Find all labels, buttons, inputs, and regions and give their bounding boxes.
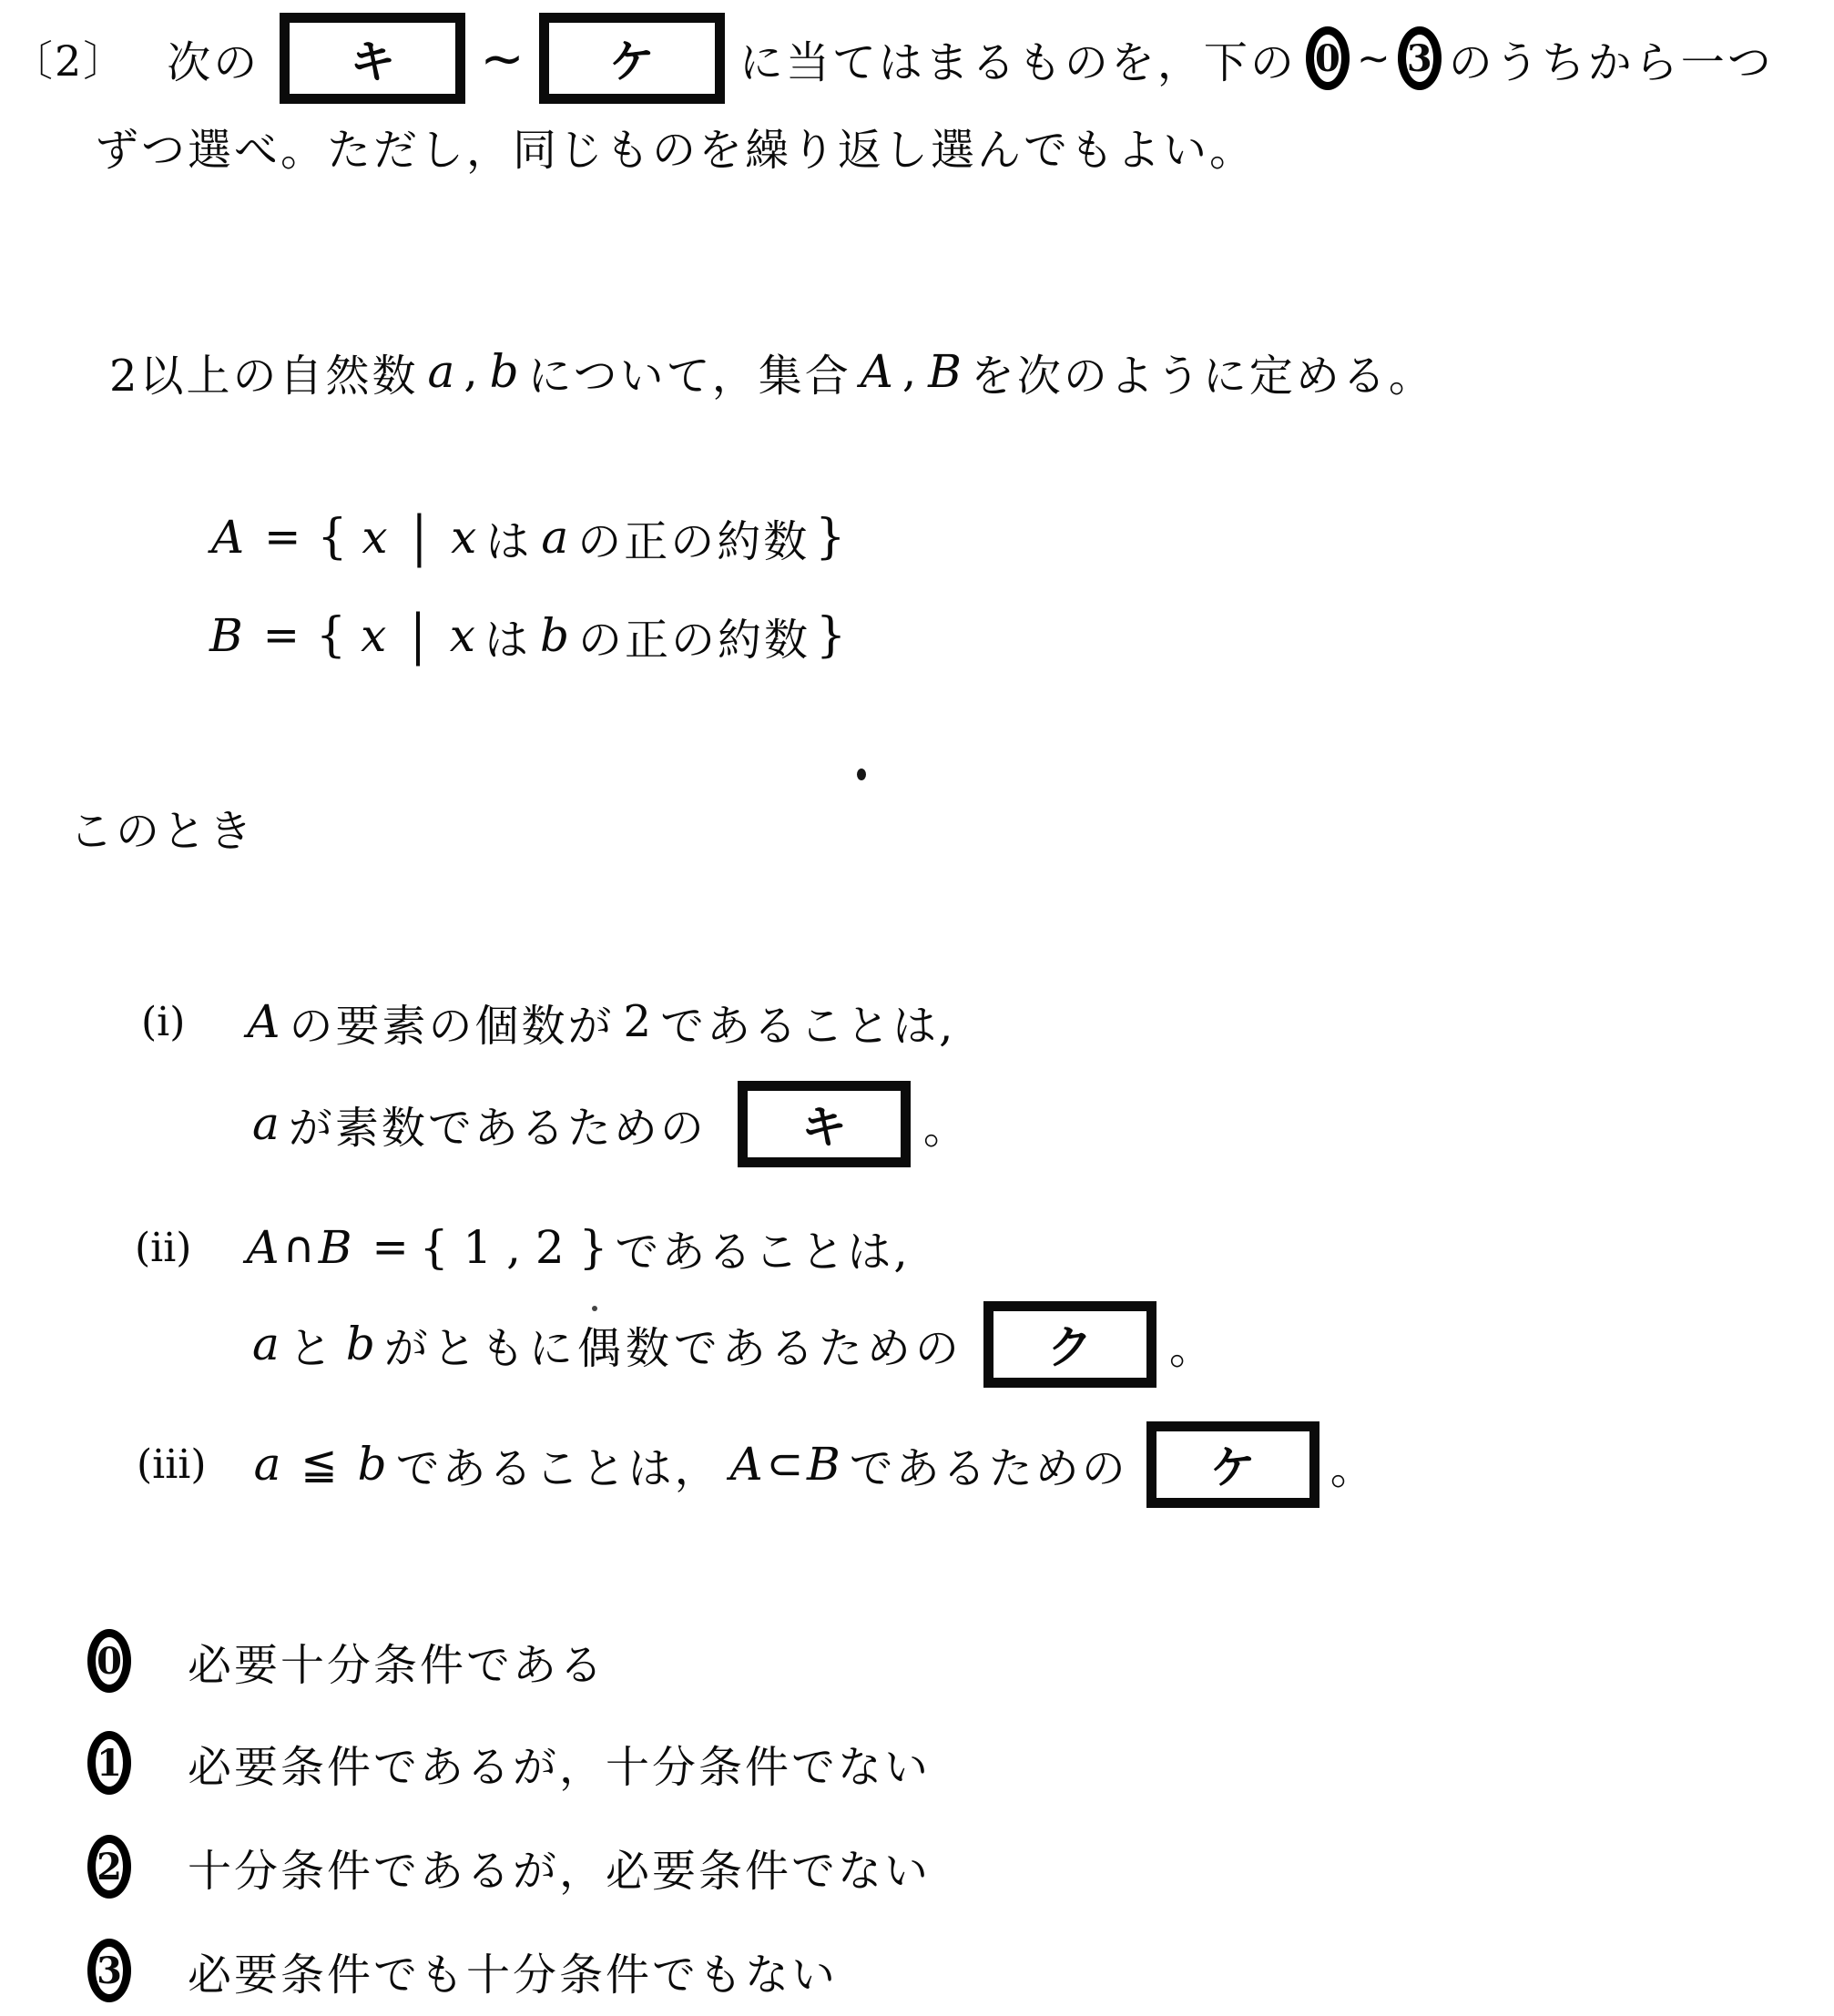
setup-text-2: について，集合 [527,350,851,402]
def-A-ha: は [485,515,533,567]
choice-0-text: 必要十分条件である [188,1639,606,1691]
less-equal-icon: ≦ [301,1439,338,1490]
set-B: B [928,345,962,398]
set-A: A [247,995,280,1048]
choice-3-text: 必要条件でも十分条件でもない [188,1949,839,2001]
var-x: x [449,609,475,662]
blank-box-ku-answer [983,1301,1156,1388]
blank-box-ki-header [280,13,465,104]
def-B-tail: の正の約数 [578,614,811,666]
blank-box-ku-answer-label: ク [1046,1321,1093,1374]
var-a: a [541,511,569,564]
item-i-line1 [141,980,955,1064]
set-builder-bar: | [410,604,426,667]
choice-1-digit: 1 [97,1741,122,1785]
open-brace: { [315,608,347,663]
comma: , [902,346,920,397]
choice-2-text: 十分条件であるが，必要条件でない [188,1845,932,1897]
scan-artifact-dot [857,769,866,780]
set-B: B [318,1221,352,1274]
set-builder-bar: | [411,505,428,569]
item-ii-line2 [243,1298,1216,1390]
blank-box-ke-header [539,13,725,104]
choice-row-2 [87,1828,931,1905]
blank-box-ki-label: キ [350,36,396,88]
choice-row-1 [87,1725,931,1801]
lead-text-mid: に当てはまるものを，下の [739,36,1297,88]
problem-number: 〔2〕 [11,36,127,86]
set-A: A [729,1438,763,1491]
item-iii-line [137,1419,1377,1510]
set-B: B [806,1438,841,1491]
heading-line-2: ずつ選べ。ただし，同じものを繰り返し選んでもよい。 [95,125,1257,176]
circled-digit-2 [87,1835,131,1899]
period: 。 [1330,1442,1377,1494]
var-b: b [357,1438,387,1491]
item-ii-text-3: がともに偶数であるための [383,1322,963,1374]
def-B-ha: は [484,614,532,666]
var-a: a [427,345,455,398]
var-x: x [361,609,387,662]
item-iii-text-2: であるための [849,1442,1128,1494]
period: 。 [1168,1322,1216,1374]
intersection-icon: ∩ [282,1222,315,1273]
equals-sign: = [262,610,300,661]
item-i-label: (i) [141,998,186,1045]
blank-box-ke-label: ケ [608,36,655,88]
circled-digit-0 [87,1629,131,1693]
period: 。 [922,1102,970,1154]
item-ii-label: (ii) [135,1224,192,1271]
lead-text-end: のうちから一つ [1448,36,1774,88]
close-brace: } [816,608,847,663]
equals-sign: = [372,1222,409,1273]
setup-paragraph [109,339,1435,404]
set-A: A [860,345,893,398]
var-a: a [253,1438,281,1491]
set-A: A [246,1221,280,1274]
circled-digit-1 [87,1731,131,1795]
open-brace: { [317,510,348,565]
choice-0-digit: 0 [97,1639,122,1683]
def-B-lhs: B [209,609,243,662]
setup-text-3: を次のように定める。 [970,350,1435,402]
item-i-line2 [243,1078,970,1169]
circled-digit-0-glyph: 0 [1315,36,1340,80]
def-A-lhs: A [211,511,245,564]
tilde-range-icon: ∼ [480,27,525,89]
circled-digit-0-header [1306,26,1350,90]
def-A-tail: の正の約数 [577,515,810,567]
heading-line-1 [11,11,1774,106]
var-b: b [345,1318,375,1370]
blank-box-ki-answer-label: キ [800,1101,847,1154]
definition-B [200,590,851,681]
lead-text-pre: 次の [167,36,260,88]
var-x: x [451,511,477,564]
item-ii-text-2: と [288,1322,337,1374]
var-a: a [252,1318,280,1370]
choice-row-0 [87,1623,606,1699]
transition-text: このとき [69,806,256,857]
var-a: a [252,1097,280,1150]
comma: , [464,346,481,397]
set-1-2: { 1 , 2 } [419,1221,608,1274]
setup-text-1: 2以上の自然数 [109,350,419,402]
number-2: 2 [623,996,652,1047]
item-i-text-2: であることは, [660,1000,956,1052]
circled-digit-3 [87,1939,131,2002]
subset-icon: ⊂ [766,1439,803,1490]
item-ii-line1 [135,1206,911,1289]
choice-1-text: 必要条件であるが，十分条件でない [188,1741,932,1793]
circled-digit-3-glyph: 3 [1406,36,1432,80]
blank-box-ke-answer-label: ケ [1209,1441,1256,1494]
definition-A [202,492,851,583]
item-i-text-1: の要素の個数が [289,1000,615,1052]
var-b: b [540,609,570,662]
choice-3-digit: 3 [97,1949,122,1992]
item-ii-text-1: であることは, [615,1226,911,1278]
circled-digit-3-header [1398,26,1442,90]
close-brace: } [815,510,846,565]
blank-box-ke-answer [1146,1421,1319,1508]
blank-box-ki-answer [738,1081,911,1167]
var-x: x [362,511,388,564]
tilde-small-icon: ∼ [1356,35,1391,82]
item-i-text-3: が素数であるための [288,1102,707,1154]
equals-sign: = [264,512,301,563]
var-b: b [489,345,519,398]
item-iii-text-1: であることは， [395,1442,721,1494]
choice-row-3 [87,1932,838,2009]
choice-2-digit: 2 [97,1845,122,1889]
item-iii-label: (iii) [137,1441,207,1488]
